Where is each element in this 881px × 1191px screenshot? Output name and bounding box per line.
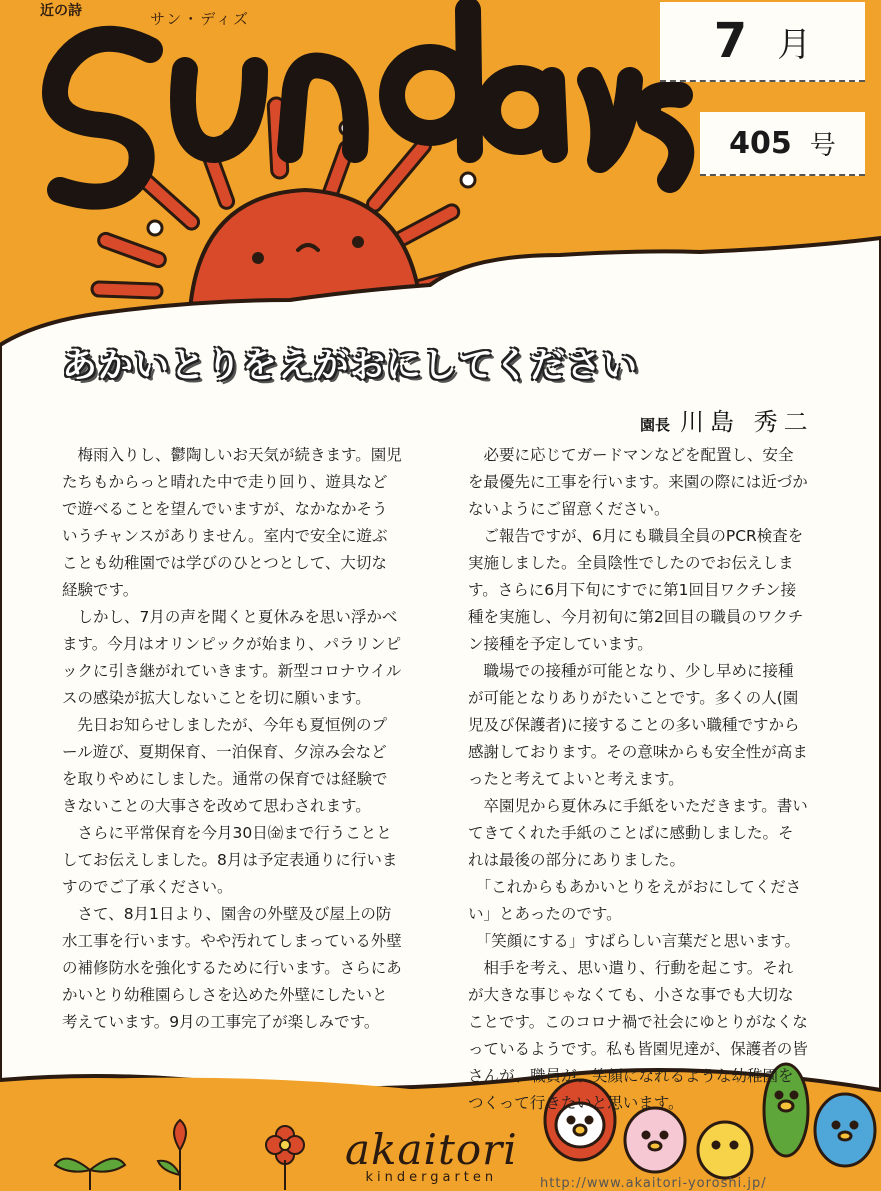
paragraph: 先日お知らせしましたが、今年も夏恒例のプール遊び、夏期保育、一泊保育、夕涼み会などを取りやめにしました。通常の保育では経験できないことの大事さを改めて思わされます。	[62, 716, 388, 815]
author-name: 川島 秀二	[680, 408, 814, 436]
article-column-left	[62, 442, 402, 1036]
paragraph: 相手を考え、思い遣り、行動を起こす。それが大きな事じゃなくても、小さな事でも大切なことです。このコロナ禍で社会にゆとりがなくなっているようです。私も皆園児達が、保護者の皆さんが、職員が、笑顔になれるような幼稚園をつくって行きたいと思います。	[468, 959, 808, 1112]
kindergarten-logo	[345, 1125, 518, 1185]
paragraph: 「これからもあかいとりをえがおにしてください」とあったのです。	[468, 878, 802, 923]
paragraph: さらに平常保育を今月30日㈮まで行うこととしてお伝えしました。8月は予定表通りに行いますのでご了承ください。	[62, 824, 398, 896]
article-headline: あかいとりをえがおにしてください	[62, 346, 639, 386]
website-url: http://www.akaitori-yoroshi.jp/	[540, 1176, 767, 1191]
paragraph: 職場での接種が可能となり、少し早めに接種が可能となりありがたいことです。多くの人(園児及び保護者)に接することの多い職種ですから感謝しております。その意味からも安全性が高まったと考えてよいと考えます。	[468, 662, 808, 788]
issue-unit: 号	[809, 130, 836, 161]
month-number: 7	[713, 13, 748, 69]
paragraph: さて、8月1日より、園舎の外壁及び屋上の防水工事を行います。やや汚れてしまっている外壁の補修防水を強化するために行います。さらにあかいとり幼稚園らしさを込めた外壁にしたいと考えています。9月の工事完了が楽しみです。	[62, 905, 402, 1031]
author-role: 園長	[640, 416, 671, 434]
paragraph: 梅雨入りし、鬱陶しいお天気が続きます。園児たちもからっと晴れた中で走り回り、遊具などで遊べることを望んでいますが、なかなかそういうチャンスがありません。室内で安全に遊ぶことも幼稚園では学びのひとつとして、大切な経験です。	[62, 446, 402, 599]
masthead-kicker: 近の詩	[40, 3, 82, 19]
paragraph: 必要に応じてガードマンなどを配置し、安全を最優先に工事を行います。来園の際には近づかないようにご留意ください。	[468, 446, 808, 518]
paragraph: ご報告ですが、6月にも職員全員のPCR検査を実施しました。全員陰性でしたのでお伝えします。さらに6月下旬にすでに第1回目ワクチン接種を実施し、今月初旬に第2回目の職員のワクチン接種を予定しています。	[468, 527, 804, 653]
masthead-ruby: サン・ディズ	[150, 10, 251, 28]
paragraph: 卒園児から夏休みに手紙をいただきます。書いてきてくれた手紙のことばに感動しました。それは最後の部分にありました。	[468, 797, 808, 869]
month-unit: 月	[777, 24, 812, 65]
logo-main-text: akaitori	[345, 1125, 518, 1174]
article-column-right	[468, 442, 808, 1117]
issue-number: 405	[729, 125, 792, 161]
logo-sub-text: kindergarten	[365, 1170, 498, 1185]
issue-box	[700, 112, 865, 176]
paragraph: 「笑顔にする」すばらしい言葉だと思います。	[475, 932, 801, 950]
author-line	[640, 402, 814, 437]
paragraph: しかし、7月の声を聞くと夏休みを思い浮かべます。今月はオリンピックが始まり、パラリンピックに引き継がれていきます。新型コロナウイルスの感染が拡大しないことを切に願います。	[62, 608, 402, 707]
sundays-logo-icon	[55, 10, 681, 197]
month-box	[660, 2, 865, 82]
